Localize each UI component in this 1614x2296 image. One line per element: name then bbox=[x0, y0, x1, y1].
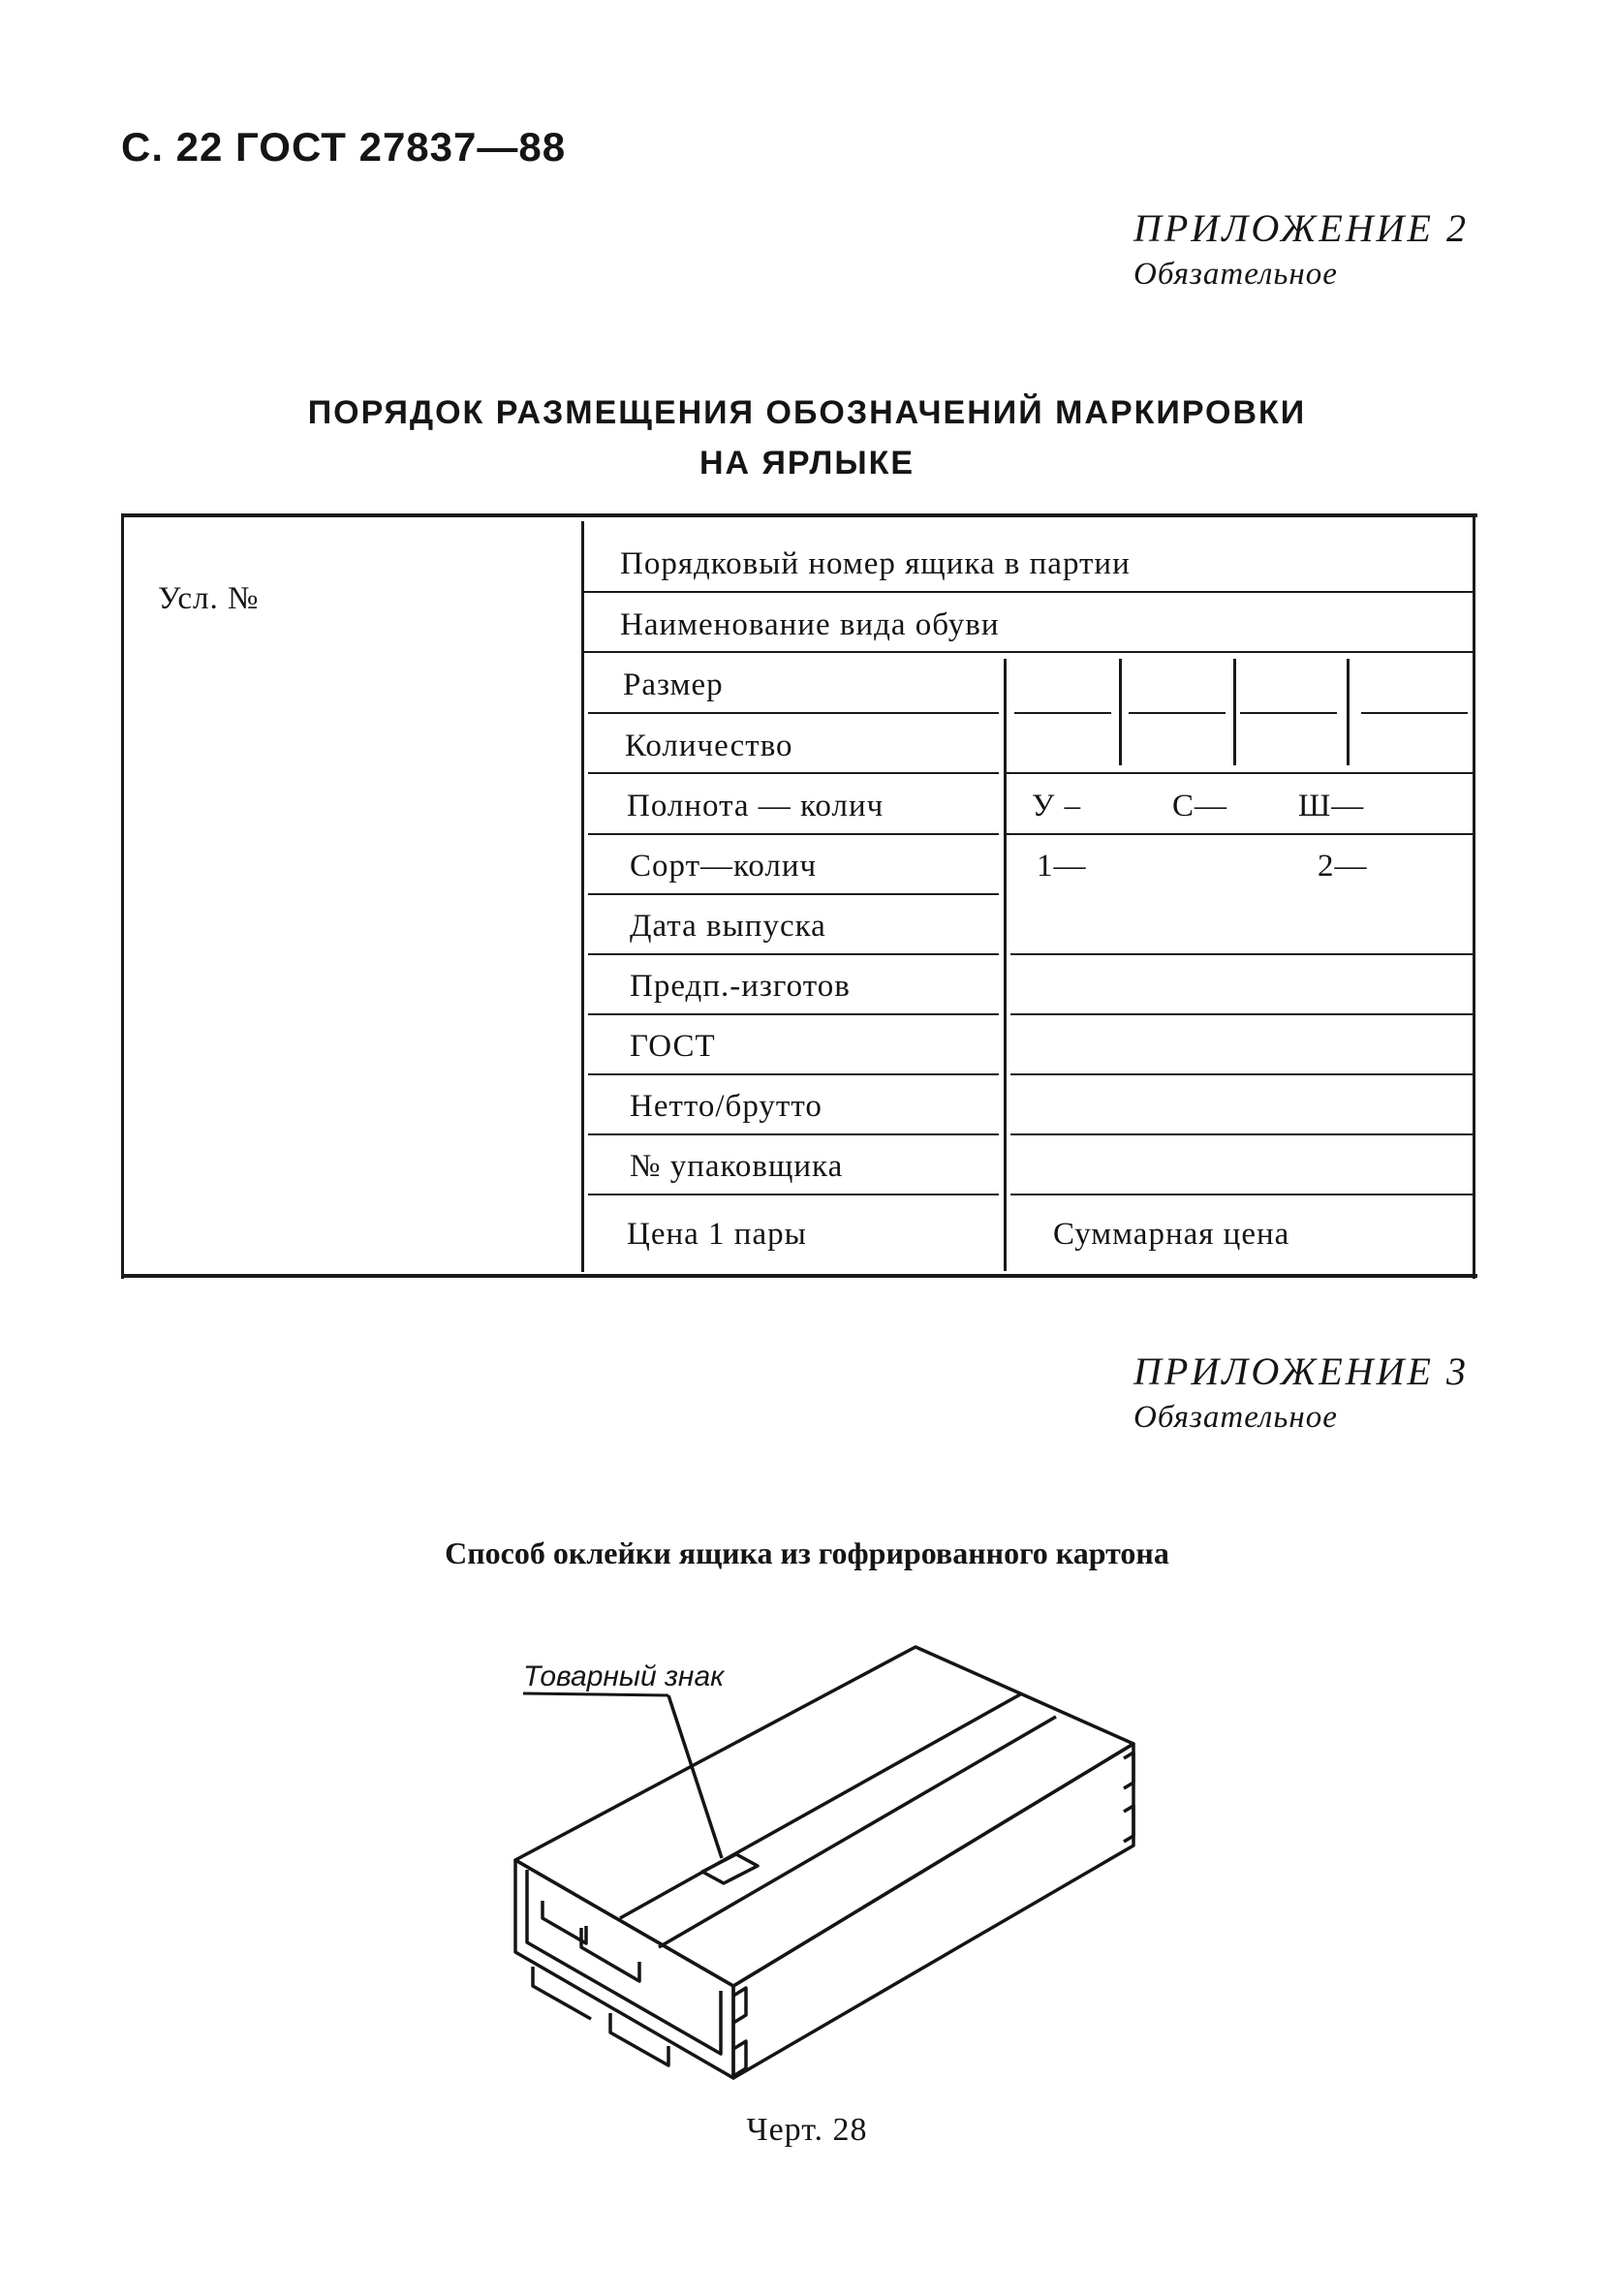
section-1-title-line2: НА ЯРЛЫКЕ bbox=[698, 445, 916, 481]
row-separator bbox=[584, 651, 1473, 653]
value-separator bbox=[1007, 772, 1473, 774]
row-separator bbox=[588, 833, 999, 835]
appendix-3-block bbox=[1133, 1349, 1469, 1436]
form-left-label: Усл. № bbox=[158, 581, 260, 616]
row-grade: Сорт—колич bbox=[630, 849, 818, 884]
figure-caption: Черт. 28 bbox=[746, 2112, 868, 2148]
section-1-title bbox=[0, 388, 1614, 488]
appendix-2-status: Обязательное bbox=[1133, 257, 1338, 292]
form-right-border bbox=[1473, 513, 1475, 1279]
value-separator bbox=[1010, 1073, 1473, 1075]
corner-tape bbox=[733, 1988, 746, 2023]
size-grid-tick bbox=[1347, 659, 1350, 765]
corner-tape bbox=[733, 2041, 746, 2076]
appendix-3-status: Обязательное bbox=[1133, 1400, 1338, 1435]
grade-2: 2— bbox=[1318, 849, 1368, 884]
trademark-label: Товарный знак bbox=[523, 1660, 725, 1692]
row-separator bbox=[588, 1073, 999, 1075]
box-side-face bbox=[733, 1744, 1133, 2078]
row-release-date: Дата выпуска bbox=[630, 909, 826, 944]
row-fullness: Полнота — колич bbox=[627, 789, 885, 823]
appendix-2-block bbox=[1133, 205, 1469, 293]
value-separator bbox=[1010, 1194, 1473, 1195]
row-separator bbox=[588, 1013, 999, 1015]
row-manufacturer: Предп.-изготов bbox=[630, 969, 851, 1004]
size-grid-line bbox=[1129, 712, 1226, 714]
box-end-face bbox=[515, 1860, 733, 2078]
total-price: Суммарная цена bbox=[1053, 1217, 1290, 1252]
size-grid-tick bbox=[1233, 659, 1236, 765]
value-separator bbox=[1007, 833, 1473, 835]
row-separator bbox=[584, 591, 1473, 593]
value-separator bbox=[1010, 1133, 1473, 1135]
size-grid-tick bbox=[1119, 659, 1122, 765]
leader-line bbox=[668, 1695, 722, 1858]
fullness-sh: Ш— bbox=[1298, 789, 1365, 823]
row-separator bbox=[588, 1133, 999, 1135]
row-box-number: Порядковый номер ящика в партии bbox=[620, 546, 1131, 581]
row-separator bbox=[588, 712, 999, 714]
row-separator bbox=[588, 893, 999, 895]
row-quantity: Количество bbox=[625, 729, 793, 763]
form-main-divider bbox=[581, 521, 584, 1272]
page-header: С. 22 ГОСТ 27837—88 bbox=[121, 124, 567, 170]
box-drawing bbox=[504, 1628, 1143, 2112]
box-top-face bbox=[515, 1647, 1133, 1986]
row-separator bbox=[588, 953, 999, 955]
row-gost: ГОСТ bbox=[630, 1029, 716, 1064]
appendix-2-title: ПРИЛОЖЕНИЕ 2 bbox=[1133, 206, 1469, 250]
corner-tape bbox=[1124, 1753, 1133, 1788]
trademark-underline bbox=[523, 1693, 668, 1695]
end-tape bbox=[581, 1928, 639, 1981]
row-shoe-type: Наименование вида обуви bbox=[620, 607, 1000, 642]
appendix-3-title: ПРИЛОЖЕНИЕ 3 bbox=[1133, 1350, 1469, 1393]
section-1-title-line1: ПОРЯДОК РАЗМЕЩЕНИЯ ОБОЗНАЧЕНИЙ МАРКИРОВКИ bbox=[307, 394, 1307, 431]
end-tape bbox=[610, 2013, 668, 2065]
fullness-u: У – bbox=[1032, 789, 1082, 823]
form-bottom-border bbox=[121, 1274, 1477, 1278]
row-separator bbox=[588, 1194, 999, 1195]
row-packer: № упаковщика bbox=[630, 1149, 844, 1184]
form-value-divider bbox=[1004, 659, 1007, 1271]
row-price: Цена 1 пары bbox=[627, 1217, 807, 1252]
fullness-s: С— bbox=[1172, 789, 1228, 823]
corner-tape bbox=[1124, 1806, 1133, 1842]
size-grid-line bbox=[1240, 712, 1337, 714]
row-size: Размер bbox=[623, 667, 724, 702]
value-separator bbox=[1010, 1013, 1473, 1015]
size-grid-line bbox=[1361, 712, 1468, 714]
row-netto-brutto: Нетто/брутто bbox=[630, 1089, 823, 1124]
label-form bbox=[121, 513, 1477, 1279]
grade-1: 1— bbox=[1037, 849, 1087, 884]
size-grid-line bbox=[1014, 712, 1111, 714]
value-separator bbox=[1010, 953, 1473, 955]
form-top-border bbox=[121, 513, 1477, 517]
form-left-border bbox=[121, 513, 124, 1279]
section-2-title: Способ оклейки ящика из гофрированного картона bbox=[445, 1536, 1169, 1570]
trademark-box bbox=[702, 1854, 758, 1883]
row-separator bbox=[588, 772, 999, 774]
